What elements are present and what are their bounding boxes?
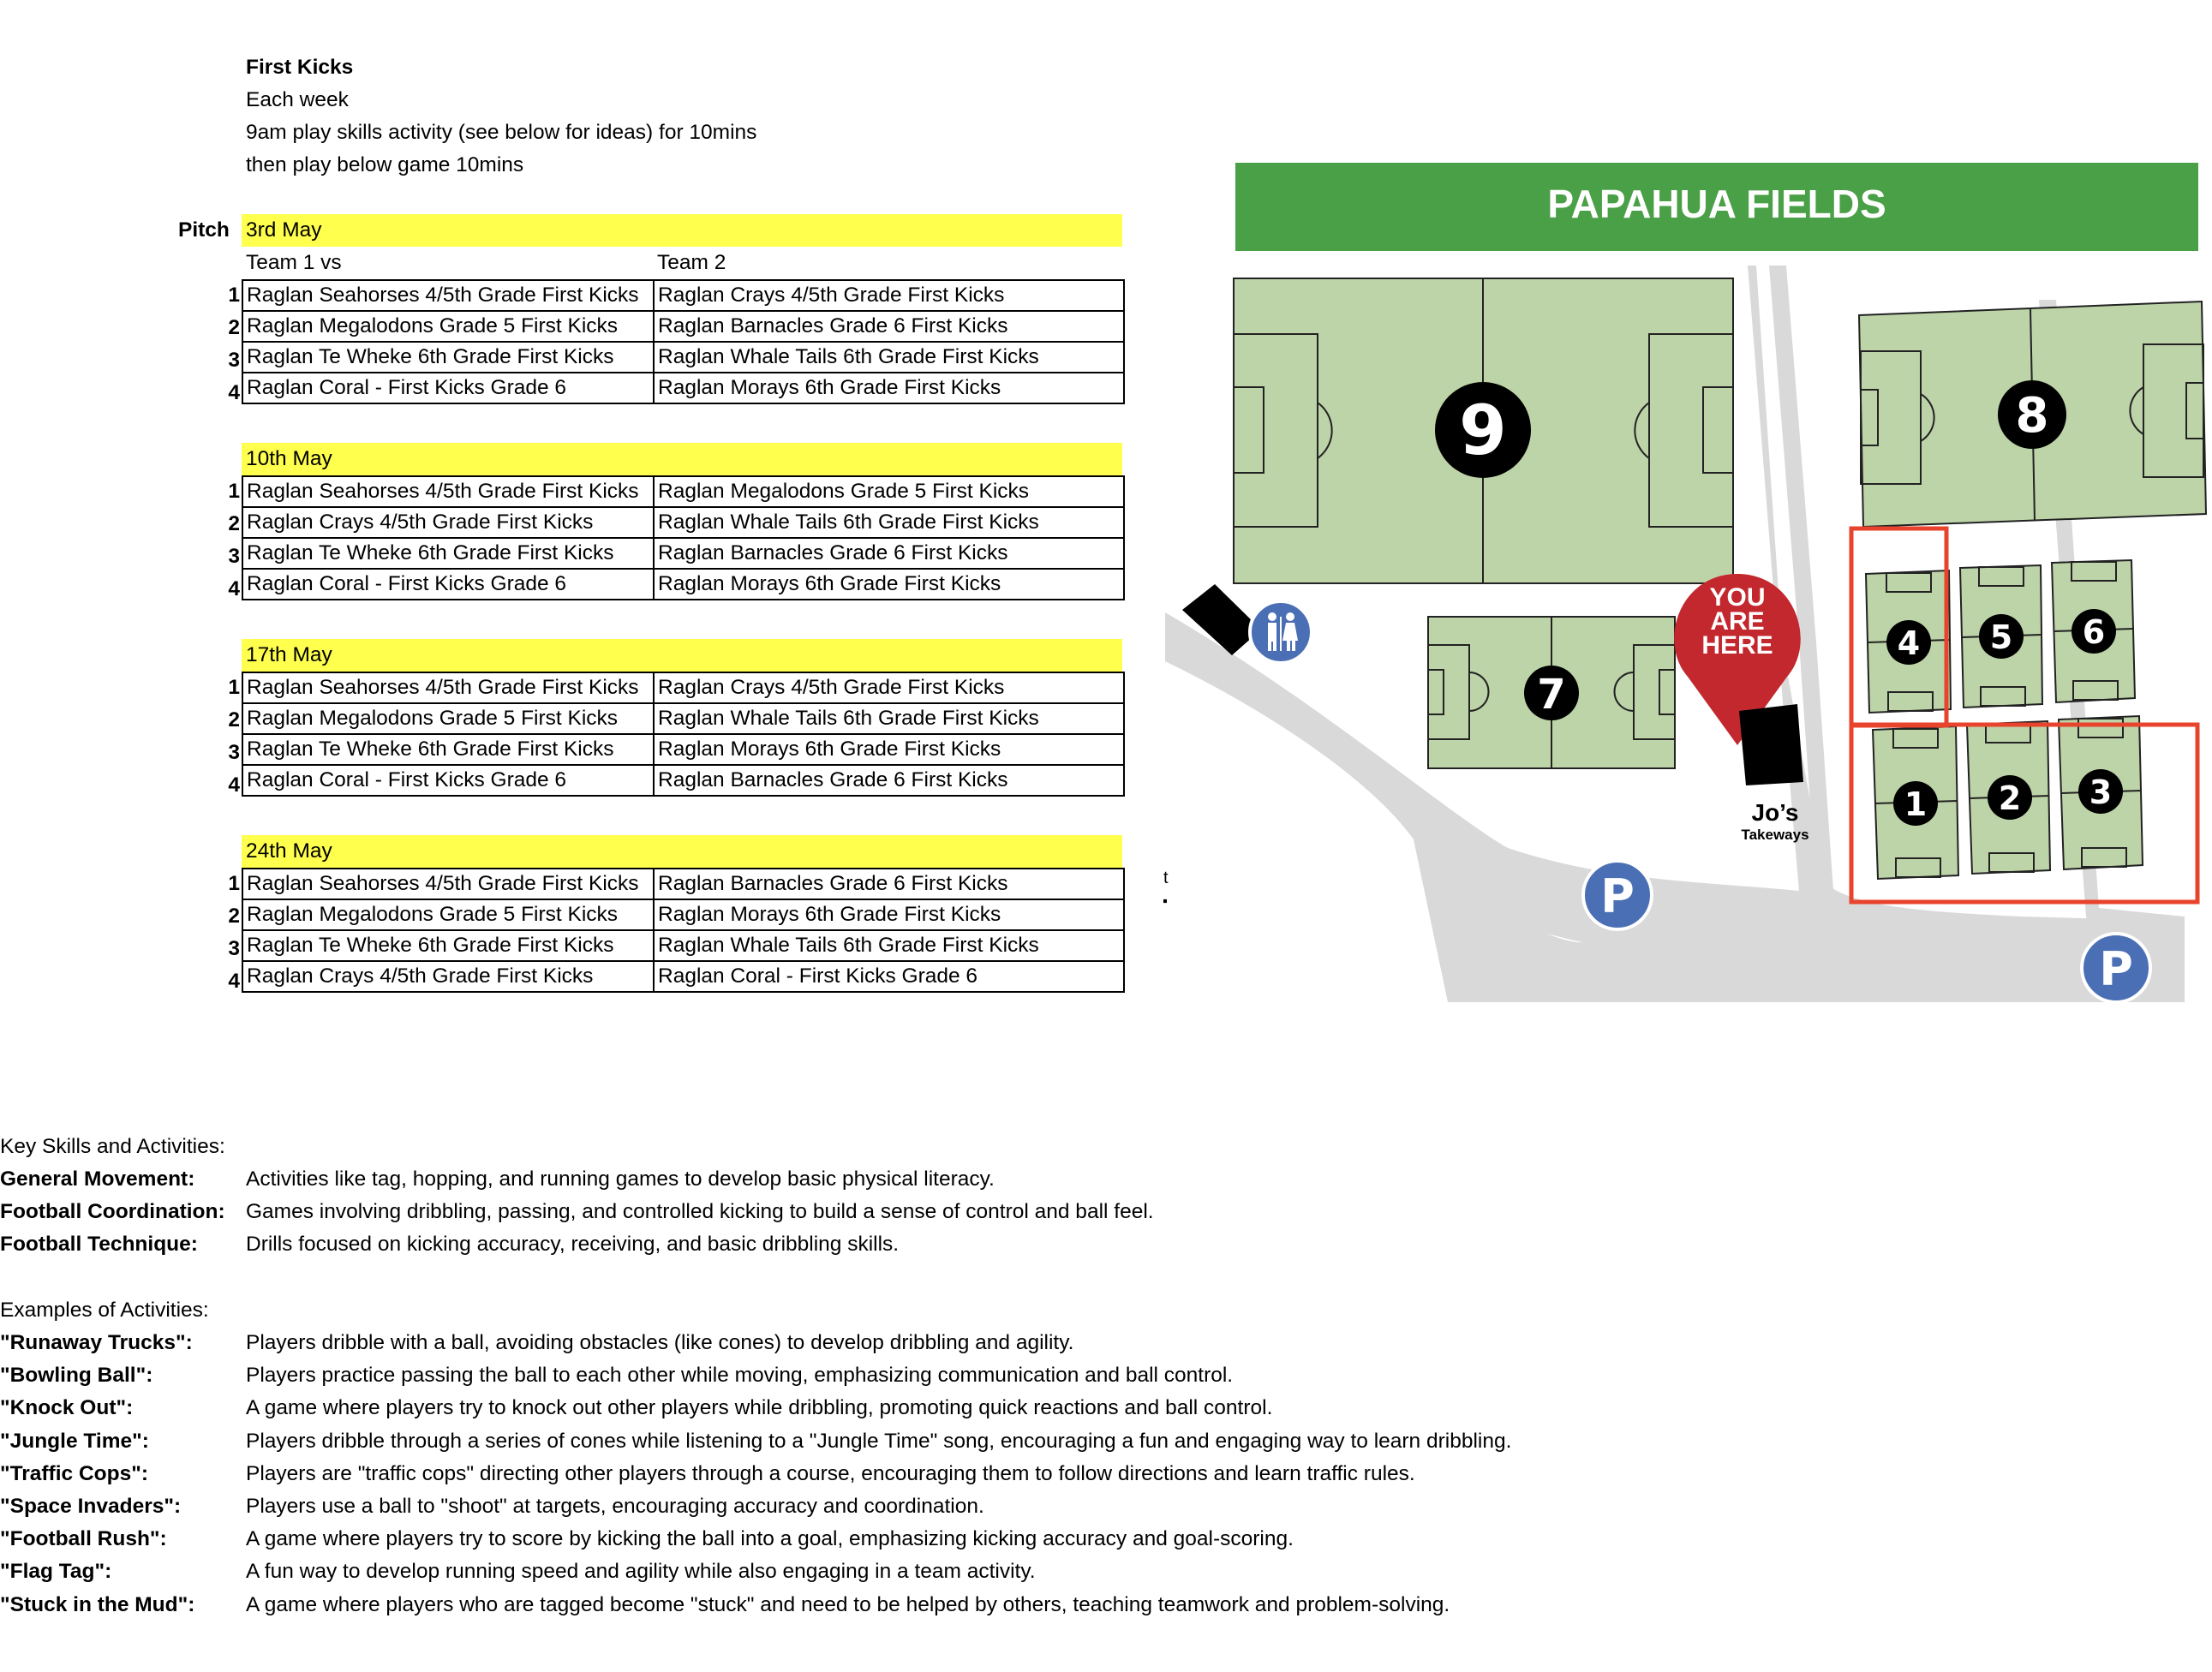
key-skills-heading: Key Skills and Activities: [0,1135,225,1158]
team1-cell: Raglan Megalodons Grade 5 First Kicks [242,311,654,342]
team1-cell: Raglan Megalodons Grade 5 First Kicks [242,703,654,734]
team1-cell: Raglan Te Wheke 6th Grade First Kicks [242,930,654,961]
field-2 [1967,721,2050,874]
field-label: 9 [1459,391,1507,470]
pitch-number: 3 [228,741,240,764]
activity-label: General Movement: [0,1167,195,1191]
table-row [242,476,1124,507]
activity-label: "Bowling Ball": [0,1364,153,1388]
activity-description: Players are "traffic cops" directing other players through a course, encouraging them to follow directions and learn traffic rules. [246,1461,1415,1485]
table-row [242,280,1124,311]
activity-label: "Flag Tag": [0,1560,112,1584]
header-line: Each week [246,88,349,111]
team2-cell: Raglan Whale Tails 6th Grade First Kicks [654,703,1124,734]
field-label: 6 [2082,613,2106,651]
table-row [242,961,1124,992]
activity-description: Games involving dribbling, passing, and controlled kicking to build a sense of control and ball feel. [246,1200,1154,1224]
takeaways-sub: Takeways [1741,827,1809,843]
marker-text: ARE [1710,607,1765,636]
team2-cell: Raglan Megalodons Grade 5 First Kicks [654,476,1124,507]
team1-cell: Raglan Seahorses 4/5th Grade First Kicks [242,280,654,311]
field-label: 4 [1897,624,1921,662]
field-3 [2059,716,2143,869]
team2-cell: Raglan Morays 6th Grade First Kicks [654,569,1124,600]
activity-description: A game where players who are tagged become "stuck" and need to be helped by others, teaching teamwork and problem-solving. [246,1592,1450,1616]
activity-description: Players dribble with a ball, avoiding obstacles (like cones) to develop dribbling and agility. [246,1331,1074,1354]
field-label: 2 [1998,779,2022,817]
team2-cell: Raglan Crays 4/5th Grade First Kicks [654,672,1124,703]
team1-cell: Raglan Seahorses 4/5th Grade First Kicks [242,869,654,899]
table-row [242,765,1124,796]
table-row [242,734,1124,765]
activity-description: Players practice passing the ball to each other while moving, emphasizing communication and ball control. [246,1364,1234,1388]
team2-cell: Raglan Whale Tails 6th Grade First Kicks [654,342,1124,373]
pitch-number: 3 [228,545,240,568]
parking-label: P [1600,869,1635,923]
pitch-number: 2 [228,316,240,339]
field-7 [1428,617,1675,768]
team2-cell: Raglan Barnacles Grade 6 First Kicks [654,765,1124,796]
table-row [242,703,1124,734]
marker-text: HERE [1701,631,1773,660]
activity-description: A game where players try to score by kicking the ball into a goal, emphasizing kicking accuracy and goal-scoring. [246,1527,1294,1551]
activity-label: "Knock Out": [0,1396,134,1420]
team1-cell: Raglan Crays 4/5th Grade First Kicks [242,507,654,538]
pitch-number: 4 [228,577,240,600]
table-row [242,672,1124,703]
takeaways-building [1739,704,1803,785]
week-date: 24th May [242,835,1122,868]
week-date: 10th May [242,443,1122,475]
table-row [242,930,1124,961]
pitch-number: 4 [228,381,240,404]
pitch-number: 2 [228,708,240,732]
header-line: then play below game 10mins [246,153,524,176]
field-label: 3 [2089,773,2113,811]
field-map [1165,163,2212,1002]
cell-fragment: t [1163,869,1169,887]
field-1 [1873,726,1958,879]
table-row [242,869,1124,899]
activity-label: "Stuck in the Mud": [0,1592,195,1616]
examples-heading: Examples of Activities: [0,1299,209,1322]
field-label: 8 [2015,388,2049,444]
table-row [242,311,1124,342]
pitch-number: 1 [228,284,240,307]
header-line: 9am play skills activity (see below for ideas) for 10mins [246,121,757,144]
pitch-number: 1 [228,676,240,699]
week-date: 3rd May [242,214,1122,247]
team1-cell: Raglan Megalodons Grade 5 First Kicks [242,899,654,930]
team2-cell: Raglan Crays 4/5th Grade First Kicks [654,280,1124,311]
map-title: PAPAHUA FIELDS [1547,182,1886,226]
team1-cell: Raglan Coral - First Kicks Grade 6 [242,373,654,403]
team1-header: Team 1 vs [246,251,342,274]
activity-label: Football Coordination: [0,1200,225,1224]
team2-cell: Raglan Whale Tails 6th Grade First Kicks [654,507,1124,538]
pitch-number: 1 [228,872,240,895]
table-row [242,538,1124,569]
activity-description: Drills focused on kicking accuracy, receiving, and basic dribbling skills. [246,1233,900,1257]
activity-description: Players dribble through a series of cones while listening to a "Jungle Time" song, encouraging a fun and engaging way to learn dribbling. [246,1429,1512,1453]
pitch-number: 1 [228,480,240,503]
pitch-label: Pitch [178,218,230,242]
pitch-number: 2 [228,905,240,928]
pitch-number: 3 [228,937,240,960]
team2-cell: Raglan Barnacles Grade 6 First Kicks [654,869,1124,899]
match-table [242,475,1125,600]
header-block [246,51,756,182]
team1-cell: Raglan Crays 4/5th Grade First Kicks [242,961,654,992]
week-date: 17th May [242,639,1122,672]
marker-text: YOU [1709,583,1766,612]
takeaways-name: Jo’s [1751,799,1799,826]
team2-cell: Raglan Whale Tails 6th Grade First Kicks [654,930,1124,961]
activity-description: Players use a ball to "shoot" at targets, encouraging accuracy and coordination. [246,1495,984,1518]
field-8 [1859,302,2206,527]
pitch-number: 4 [228,970,240,993]
team2-header: Team 2 [657,251,726,274]
activity-label: "Football Rush": [0,1527,167,1551]
field-9 [1234,278,1733,583]
match-table [242,279,1125,404]
activity-label: Football Technique: [0,1233,198,1257]
team1-cell: Raglan Te Wheke 6th Grade First Kicks [242,538,654,569]
team2-cell: Raglan Barnacles Grade 6 First Kicks [654,538,1124,569]
page-title: First Kicks [246,56,354,79]
team1-cell: Raglan Seahorses 4/5th Grade First Kicks [242,672,654,703]
activity-label: "Runaway Trucks": [0,1331,193,1354]
activity-label: "Jungle Time": [0,1429,149,1453]
pitch-number: 4 [228,773,240,797]
activity-label: "Space Invaders": [0,1495,182,1518]
team1-cell: Raglan Te Wheke 6th Grade First Kicks [242,342,654,373]
table-row [242,373,1124,403]
table-row [242,899,1124,930]
team2-cell: Raglan Morays 6th Grade First Kicks [654,373,1124,403]
match-table [242,868,1125,993]
activity-description: A fun way to develop running speed and agility while also engaging in a team activity. [246,1560,1036,1584]
team2-cell: Raglan Barnacles Grade 6 First Kicks [654,311,1124,342]
team2-cell: Raglan Morays 6th Grade First Kicks [654,899,1124,930]
table-row [242,342,1124,373]
pitch-number: 3 [228,349,240,372]
team1-cell: Raglan Coral - First Kicks Grade 6 [242,569,654,600]
team1-cell: Raglan Te Wheke 6th Grade First Kicks [242,734,654,765]
field-4 [1866,570,1951,713]
activity-label: "Traffic Cops": [0,1461,148,1485]
parking-label: P [2099,942,2133,996]
field-6 [2052,560,2135,702]
field-label: 7 [1537,671,1566,719]
table-row [242,569,1124,600]
field-label: 5 [1989,618,2013,656]
field-label: 1 [1904,785,1928,823]
team2-cell: Raglan Morays 6th Grade First Kicks [654,734,1124,765]
field-5 [1960,565,2042,708]
pitch-number: 2 [228,512,240,535]
match-table [242,672,1125,797]
team1-cell: Raglan Coral - First Kicks Grade 6 [242,765,654,796]
activity-description: Activities like tag, hopping, and running games to develop basic physical literacy. [246,1167,995,1191]
team2-cell: Raglan Coral - First Kicks Grade 6 [654,961,1124,992]
table-row [242,507,1124,538]
activity-description: A game where players try to knock out other players while dribbling, promoting quick reactions and ball control. [246,1396,1273,1420]
team1-cell: Raglan Seahorses 4/5th Grade First Kicks [242,476,654,507]
